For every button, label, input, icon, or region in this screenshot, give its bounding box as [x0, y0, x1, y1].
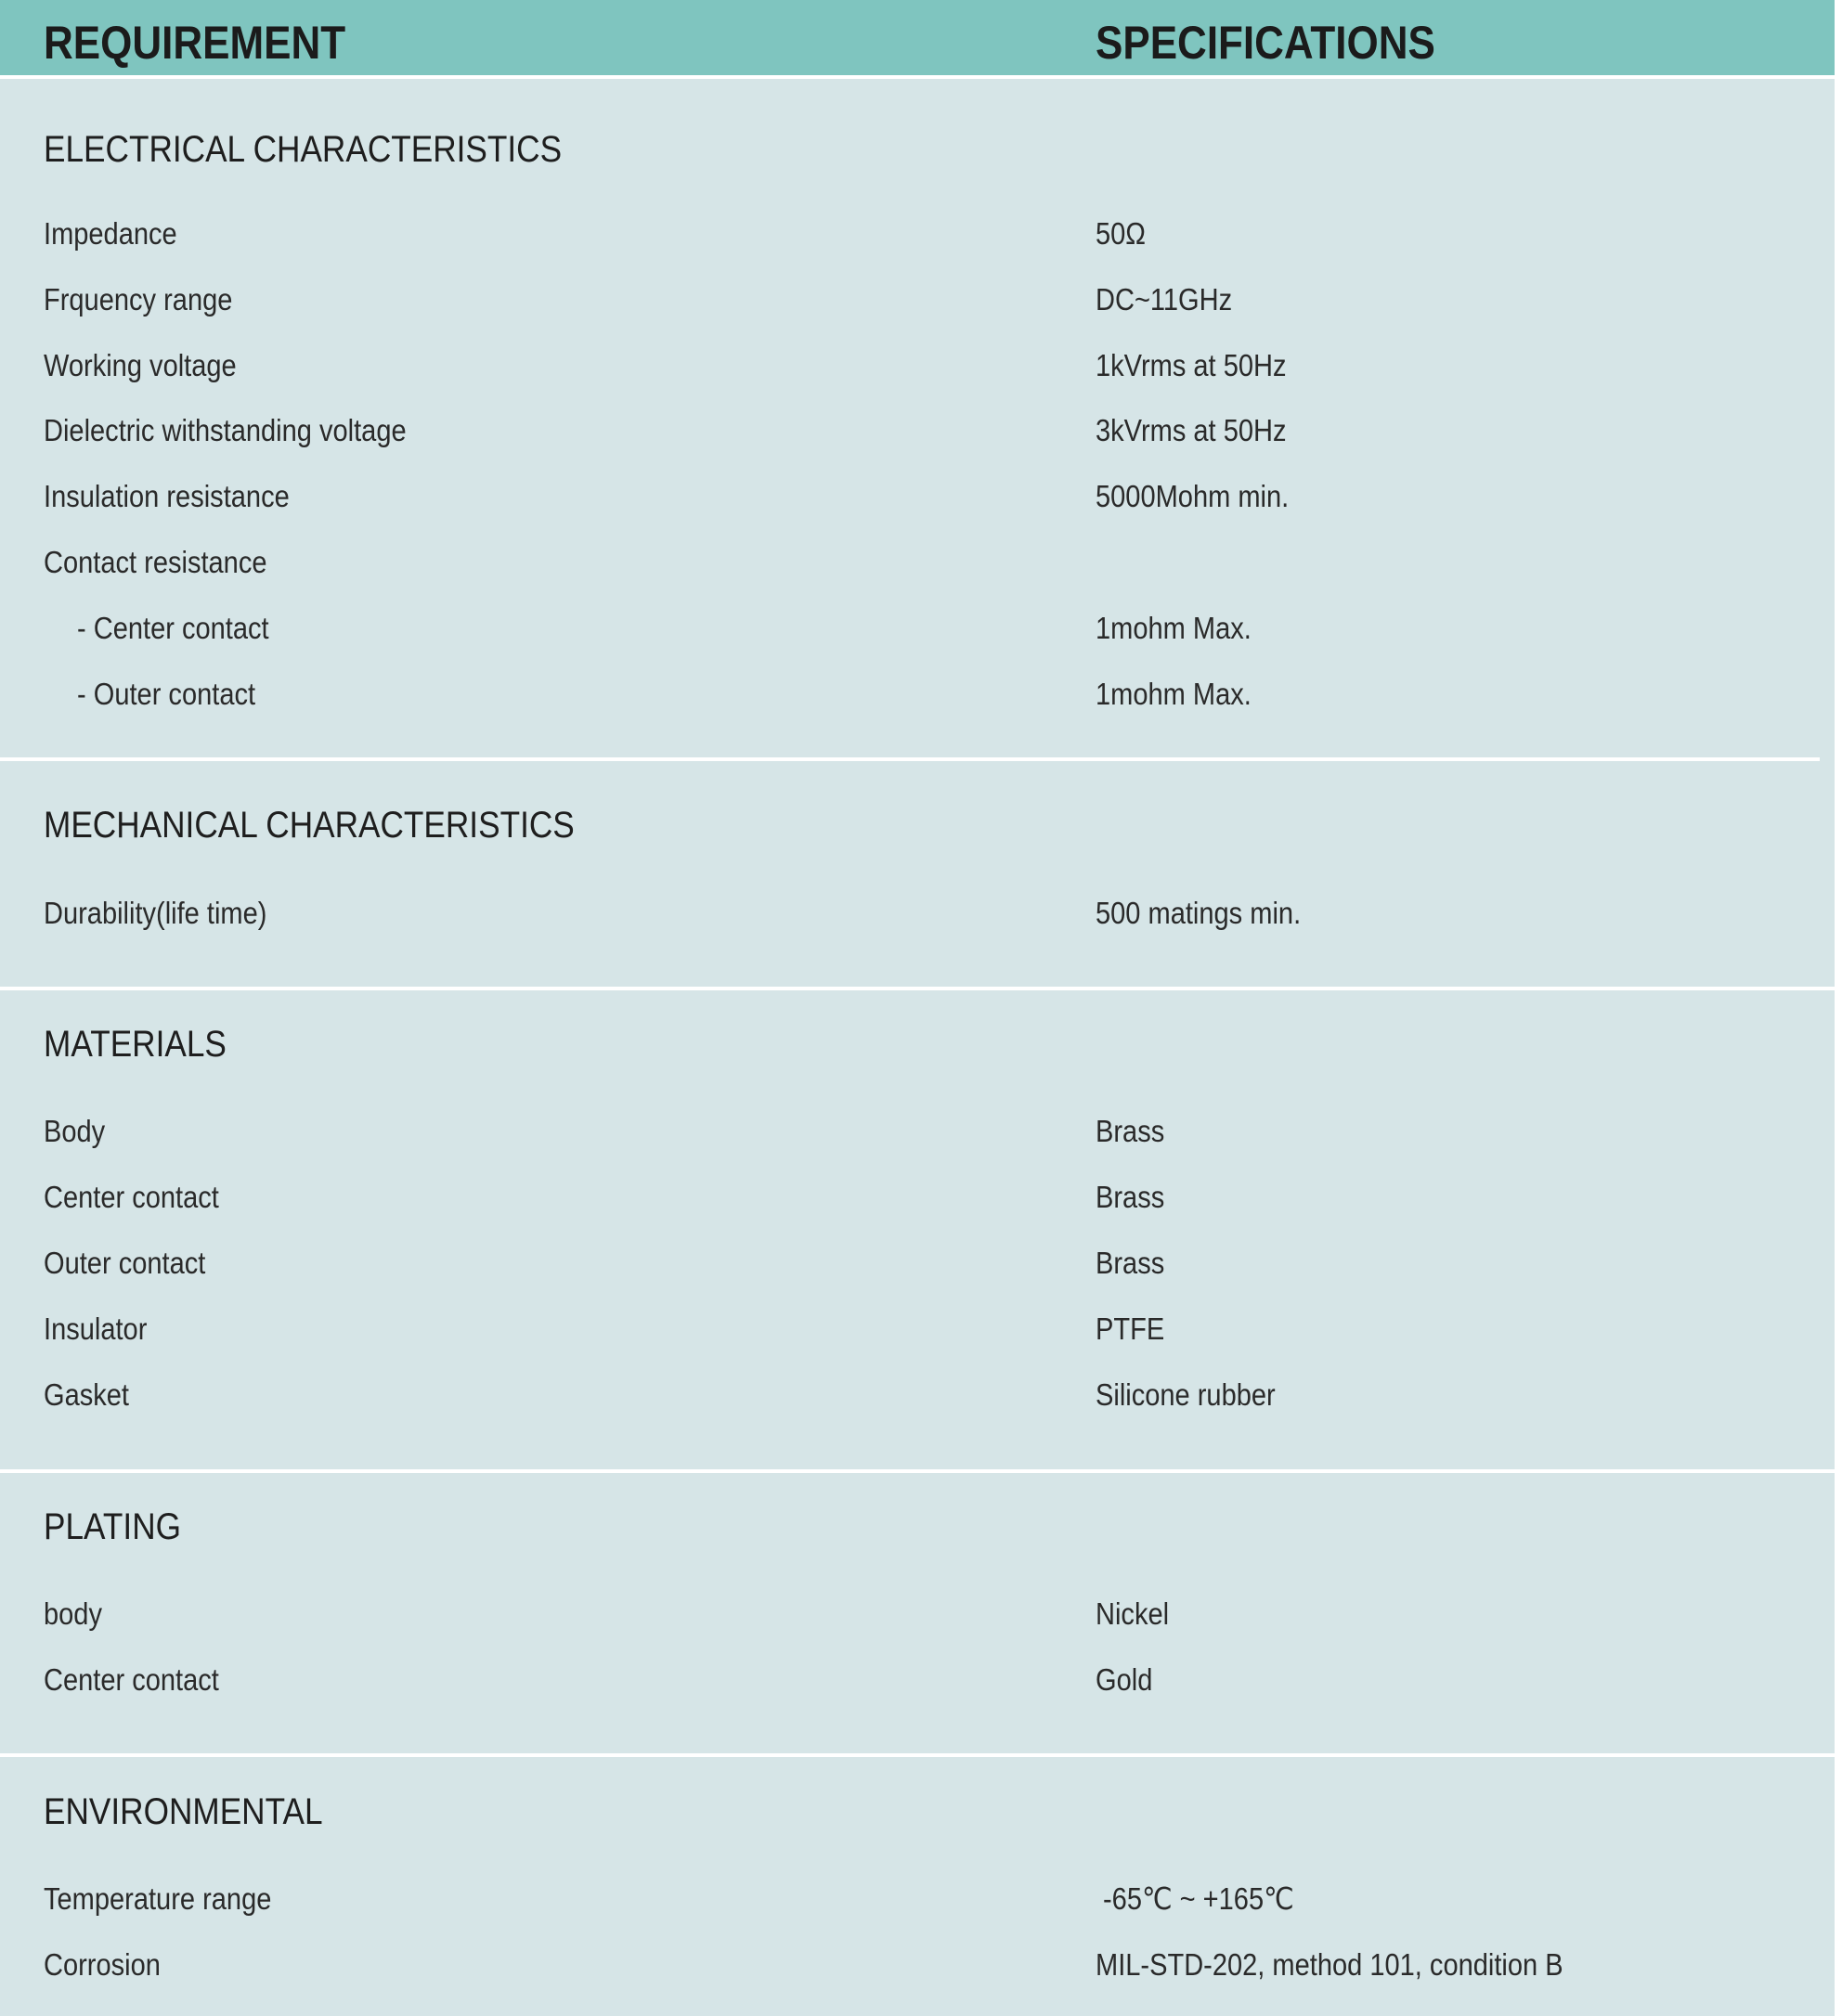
row-label: Insulator: [44, 1312, 148, 1346]
row-label: Insulation resistance: [44, 479, 290, 513]
section-title: MECHANICAL CHARACTERISTICS: [44, 805, 575, 846]
section-title: PLATING: [44, 1506, 182, 1547]
section-divider: [0, 1753, 1835, 1757]
row-value: Brass: [1096, 1114, 1165, 1148]
row-label: - Outer contact: [77, 677, 256, 711]
row-label: Temperature range: [44, 1881, 272, 1916]
section-divider: [0, 757, 1820, 761]
row-label: Body: [44, 1114, 106, 1148]
row-label: body: [44, 1596, 102, 1631]
section-divider: [0, 987, 1835, 990]
row-value: PTFE: [1096, 1312, 1165, 1346]
row-label: Corrosion: [44, 1947, 161, 1982]
row-label: Outer contact: [44, 1246, 206, 1280]
row-value: 50Ω: [1096, 216, 1147, 251]
row-value: -65℃ ~ +165℃: [1103, 1881, 1294, 1916]
row-value: Nickel: [1096, 1596, 1170, 1631]
section-title: MATERIALS: [44, 1024, 227, 1065]
row-value: Brass: [1096, 1180, 1165, 1214]
row-value: 1mohm Max.: [1096, 611, 1252, 645]
row-label: Contact resistance: [44, 545, 267, 579]
row-label: Gasket: [44, 1377, 130, 1412]
header-requirement: REQUIREMENT: [44, 17, 346, 69]
header-divider: [0, 75, 1835, 79]
table-header: [0, 0, 1835, 75]
section-title: ENVIRONMENTAL: [44, 1791, 323, 1832]
row-label: Working voltage: [44, 348, 237, 382]
section-title: ELECTRICAL CHARACTERISTICS: [44, 129, 563, 170]
row-value: 3kVrms at 50Hz: [1096, 413, 1287, 447]
row-value: Gold: [1096, 1662, 1153, 1697]
row-label: Dielectric withstanding voltage: [44, 413, 407, 447]
row-value: MIL-STD-202, method 101, condition B: [1096, 1947, 1563, 1982]
row-label: Center contact: [44, 1180, 219, 1214]
row-value: 5000Mohm min.: [1096, 479, 1290, 513]
row-label: Center contact: [44, 1662, 219, 1697]
row-value: DC~11GHz: [1096, 282, 1233, 317]
row-value: Silicone rubber: [1096, 1377, 1276, 1412]
row-label: - Center contact: [77, 611, 269, 645]
row-label: Impedance: [44, 216, 177, 251]
row-label: Durability(life time): [44, 896, 267, 930]
row-value: 1mohm Max.: [1096, 677, 1252, 711]
row-value: 1kVrms at 50Hz: [1096, 348, 1287, 382]
row-label: Frquency range: [44, 282, 233, 317]
header-specifications: SPECIFICATIONS: [1096, 17, 1435, 69]
section-divider: [0, 1469, 1835, 1473]
row-value: 500 matings min.: [1096, 896, 1302, 930]
row-value: Brass: [1096, 1246, 1165, 1280]
